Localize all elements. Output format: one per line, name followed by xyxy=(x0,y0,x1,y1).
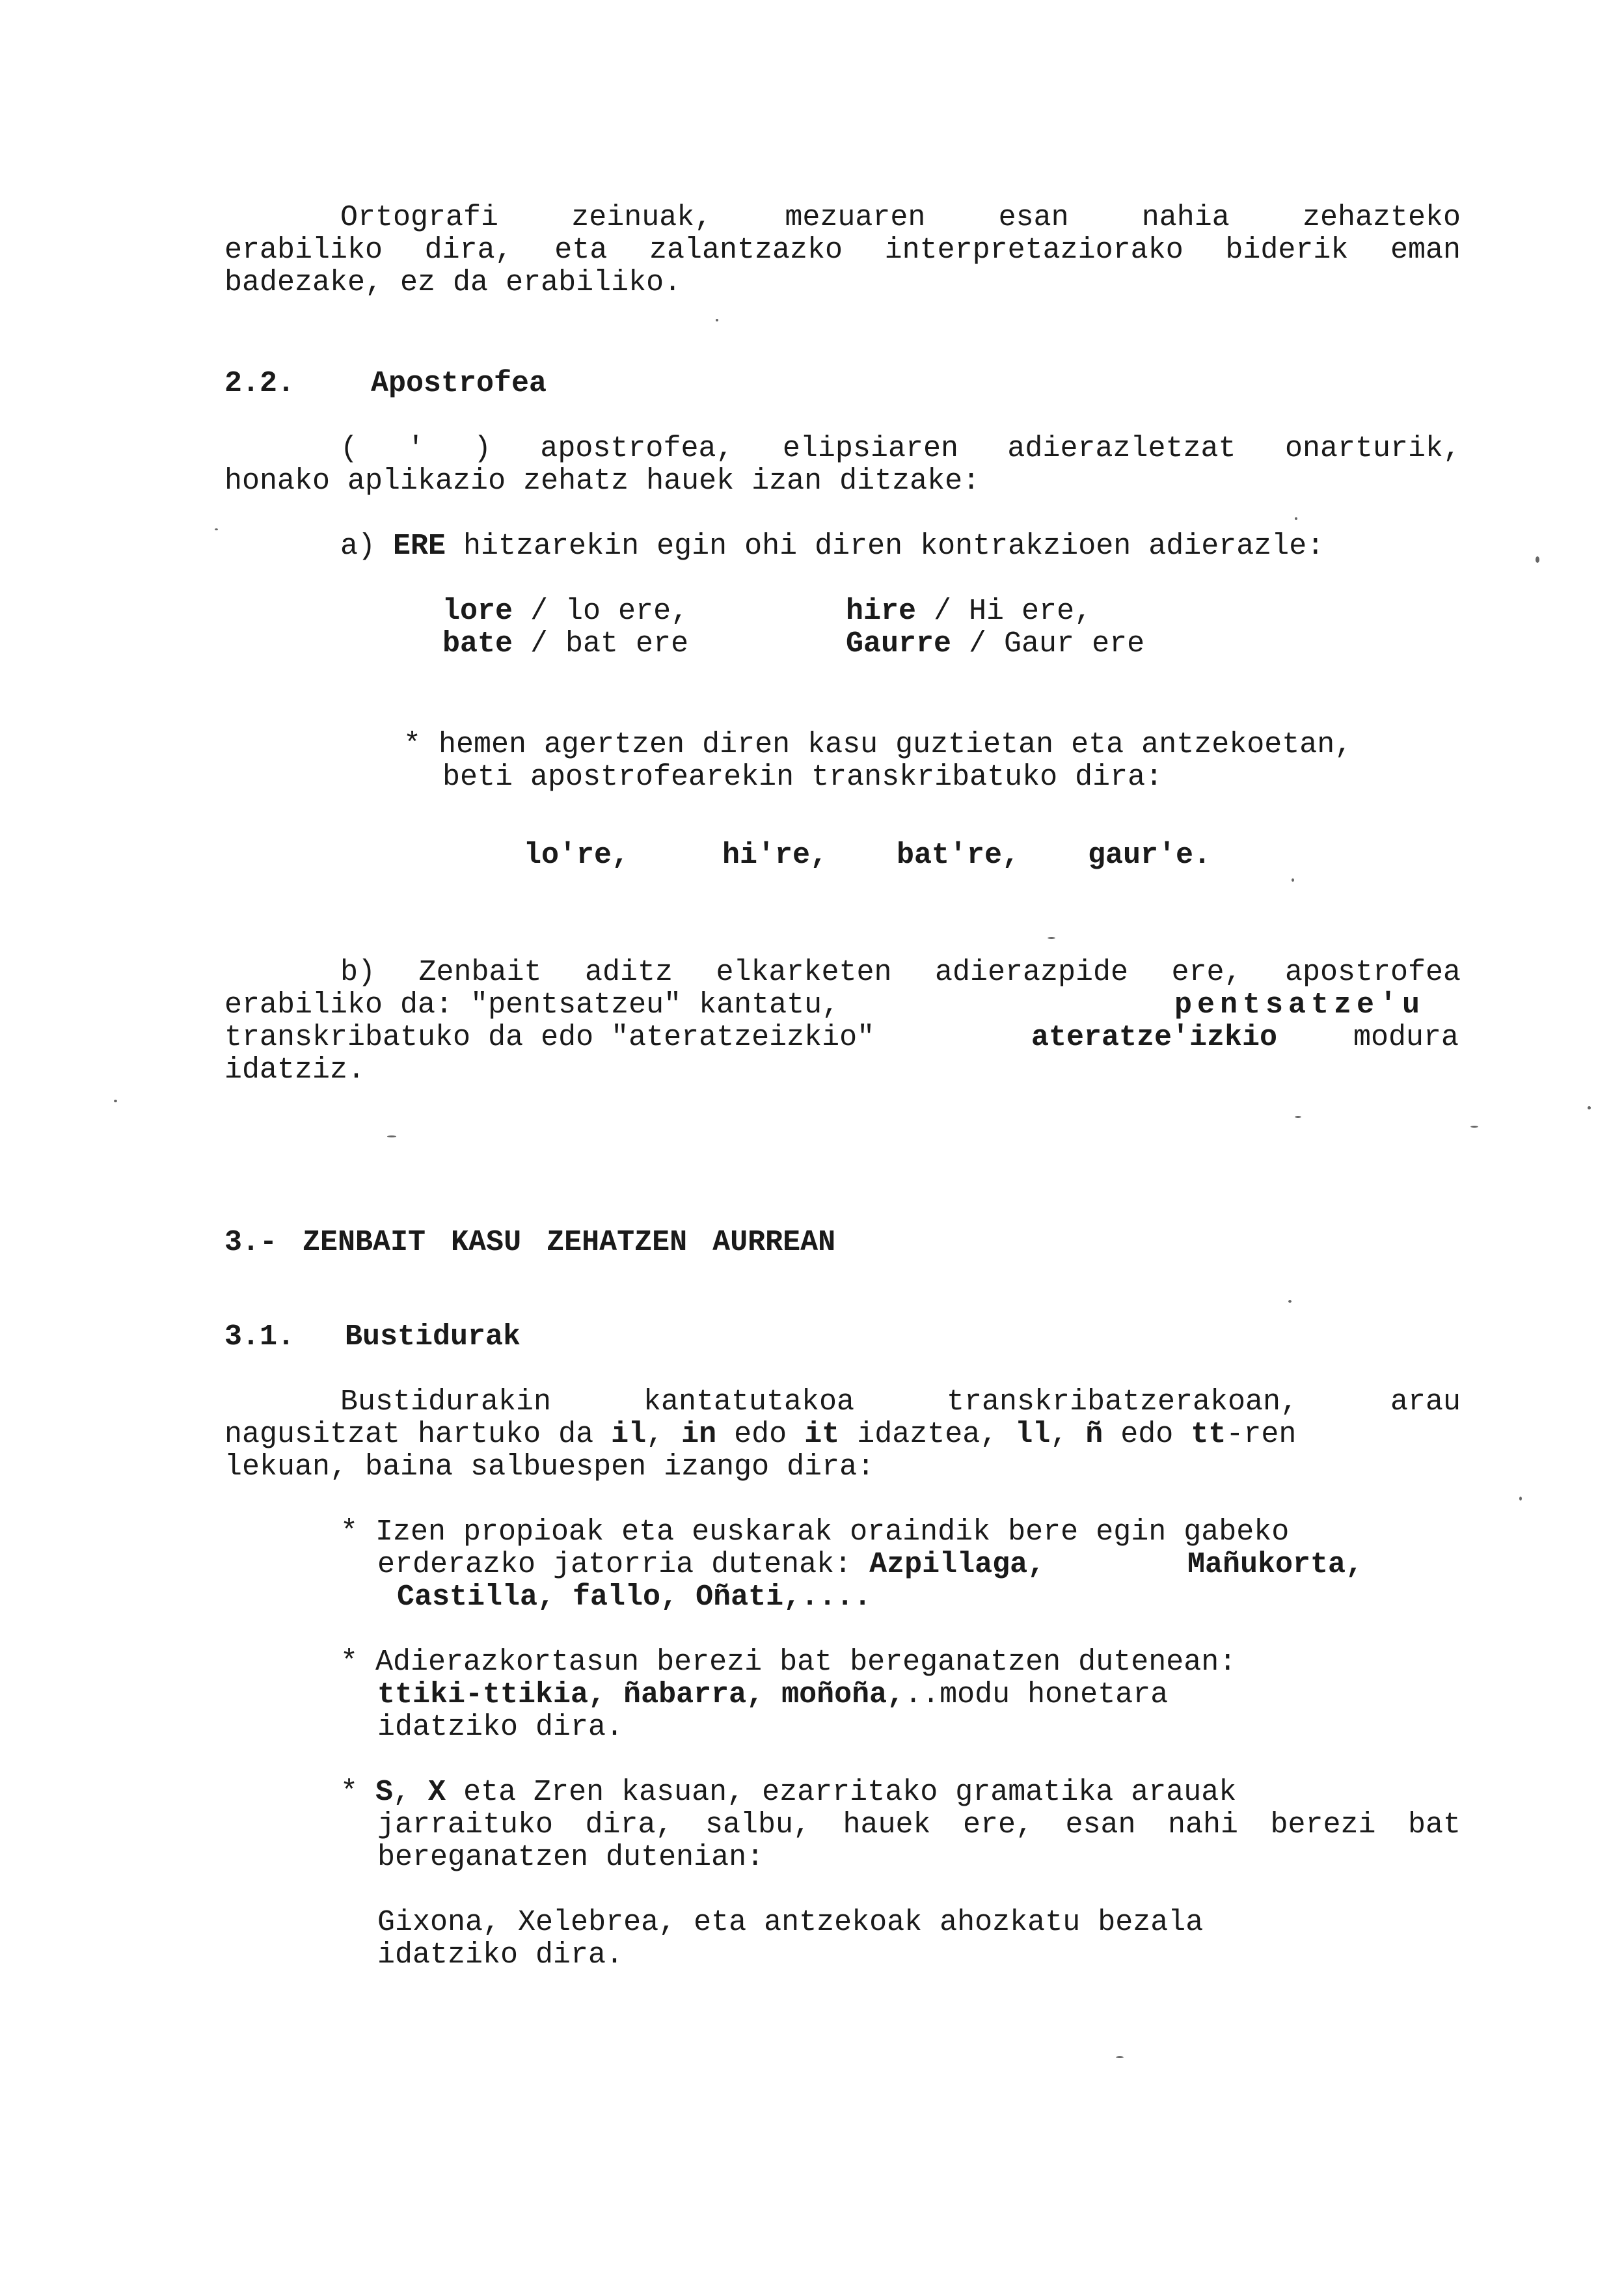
example-bate xyxy=(442,628,688,660)
bullet-2-line-1: * Adierazkortasun berezi bat bereganatzen dutenean: xyxy=(340,1646,1237,1679)
bustidurak-line-3: lekuan, baina salbuespen izango dira: xyxy=(224,1450,875,1484)
section-title-bustidurak: Bustidurak xyxy=(345,1320,521,1353)
form-gaure: gaur'e. xyxy=(1088,839,1211,872)
text-segment: Gixona xyxy=(377,1906,483,1939)
example-hire xyxy=(846,595,1092,628)
apostrofea-line-2: honako aplikazio zehatz hauek izan ditzake: xyxy=(224,465,981,498)
scan-speck xyxy=(1116,2056,1124,2058)
note-line-1: * hemen agertzen diren kasu guztietan eta antzekoetan, xyxy=(403,728,1353,761)
example-lore xyxy=(442,595,688,628)
scan-speck xyxy=(215,528,218,530)
example-bold: bate xyxy=(442,627,513,660)
example-rest: / lo ere, xyxy=(513,595,689,628)
form-hire: hi're, xyxy=(722,839,828,872)
form-batre: bat're, xyxy=(897,839,1020,872)
example-gaurre xyxy=(846,628,1144,660)
bold-segment: X xyxy=(428,1776,446,1809)
bold-segment: Azpillaga, xyxy=(869,1548,1046,1581)
scan-speck xyxy=(387,1135,396,1137)
scan-speck xyxy=(1048,937,1055,939)
text-segment: , xyxy=(1050,1418,1086,1451)
bullet-1-line-1: * Izen propioak eta euskarak oraindik bere egin gabeko xyxy=(340,1515,1290,1549)
text-segment: eta xyxy=(446,1776,534,1809)
bold-segment: it xyxy=(804,1418,840,1451)
bold-segment: S xyxy=(375,1776,394,1809)
section-number-3-1: 3.1. xyxy=(224,1320,295,1353)
example-rest: / bat ere xyxy=(513,627,689,660)
form-lore: lo're, xyxy=(524,839,630,872)
section-3-title: 3.- ZENBAIT KASU ZEHATZEN AURREAN xyxy=(224,1226,836,1259)
bold-segment: tt xyxy=(1191,1418,1226,1451)
item-b-line-3a: transkribatuko da edo "ateratzeizkio" xyxy=(224,1021,875,1054)
item-a-line xyxy=(340,530,1324,563)
note-line-2: beti apostrofearekin transkribatuko dira: xyxy=(442,761,1163,794)
example-rest: / Gaur ere xyxy=(951,627,1145,660)
intro-line-1: Ortografi zeinuak, mezuaren esan nahia zehazteko xyxy=(340,201,1461,234)
text-segment: edo xyxy=(716,1418,805,1451)
scan-speck xyxy=(1295,1116,1301,1118)
bold-segment: in xyxy=(681,1418,717,1451)
text-segment: , xyxy=(393,1776,429,1809)
text-segment: -ren xyxy=(1226,1418,1297,1451)
bold-segment: il xyxy=(611,1418,647,1451)
bullet-2-line-3: idatziko dira. xyxy=(377,1711,624,1744)
text-segment: edo xyxy=(1103,1418,1191,1451)
bullet-3-line-1 xyxy=(340,1776,1236,1809)
scan-speck xyxy=(1292,878,1294,882)
bullet-1-line-3: Castilla, fallo, Oñati,.... xyxy=(397,1581,872,1614)
scan-speck xyxy=(1519,1497,1522,1501)
apostrofea-line-1: ( ' ) apostrofea, elipsiaren adierazletzat onarturik, xyxy=(340,432,1461,465)
bullet-1-line-2-manukorta: Mañukorta, xyxy=(1187,1548,1364,1581)
bullet-3-line-3: bereganatzen dutenian: xyxy=(377,1841,765,1874)
text-segment: , xyxy=(646,1418,682,1451)
example-rest: / Hi ere, xyxy=(916,595,1092,628)
item-a-rest: hitzarekin egin ohi diren kontrakzioen adierazle: xyxy=(446,530,1325,563)
text-segment: * xyxy=(340,1776,376,1809)
scan-speck xyxy=(1295,517,1297,520)
item-a-bold: ERE xyxy=(393,530,446,563)
bustidurak-line-1: Bustidurakin kantatutakoa transkribatzerakoan, arau xyxy=(340,1385,1461,1419)
intro-line-3: badezake, ez da erabiliko. xyxy=(224,266,682,299)
text-segment: ..modu honetara xyxy=(904,1678,1169,1711)
intro-line-2: erabiliko dira, eta zalantzazko interpretaziorako biderik eman xyxy=(224,234,1461,267)
item-b-line-1: b) Zenbait aditz elkarketen adierazpide ere, apostrofea xyxy=(340,956,1461,989)
bustidurak-line-2 xyxy=(224,1419,1296,1451)
scan-speck xyxy=(1470,1126,1478,1128)
item-b-line-3c: modura xyxy=(1353,1021,1459,1054)
example-bold: Gaurre xyxy=(846,627,952,660)
item-a-prefix: a) xyxy=(340,530,394,563)
item-b-line-2a: erabiliko da: "pentsatzeu" kantatu, xyxy=(224,988,840,1022)
section-title-apostrofea: Apostrofea xyxy=(371,367,547,400)
scan-speck xyxy=(716,319,718,321)
item-b-line-4: idatziz. xyxy=(224,1053,366,1087)
final-line-2: idatziko dira. xyxy=(377,1938,624,1972)
item-b-line-3-bold: ateratze'izkio xyxy=(1031,1021,1278,1054)
scan-speck xyxy=(114,1100,117,1102)
text-segment: erderazko jatorria dutenak: xyxy=(377,1548,870,1581)
bold-segment: ll xyxy=(1015,1418,1051,1451)
text-segment: , xyxy=(483,1906,519,1939)
text-segment: nagusitzat hartuko da xyxy=(224,1418,612,1451)
bold-segment: ñ xyxy=(1085,1418,1103,1451)
final-line-1 xyxy=(377,1907,1203,1939)
text-segment: ren kasuan, ezarritako gramatika arauak xyxy=(551,1776,1237,1809)
bullet-1-line-2 xyxy=(377,1549,1045,1581)
text-segment: Xelebrea xyxy=(518,1906,659,1939)
text-segment: idaztea, xyxy=(839,1418,1016,1451)
text-segment: Z xyxy=(534,1776,552,1809)
scan-speck xyxy=(1288,1300,1292,1303)
example-bold: lore xyxy=(442,595,513,628)
bullet-2-line-2 xyxy=(377,1679,1168,1711)
text-segment: , eta antzekoak ahozkatu bezala xyxy=(658,1906,1204,1939)
bullet-3-line-2: jarraituko dira, salbu, hauek ere, esan nahi berezi bat xyxy=(377,1808,1461,1841)
bold-segment: ttiki-ttikia, ñabarra, moñoña, xyxy=(377,1678,905,1711)
example-bold: hire xyxy=(846,595,917,628)
item-b-line-2-bold: pentsatze'u xyxy=(1174,988,1426,1022)
scan-speck xyxy=(1588,1106,1591,1109)
scan-speck xyxy=(1536,556,1539,563)
section-number-2-2: 2.2. xyxy=(224,367,295,400)
